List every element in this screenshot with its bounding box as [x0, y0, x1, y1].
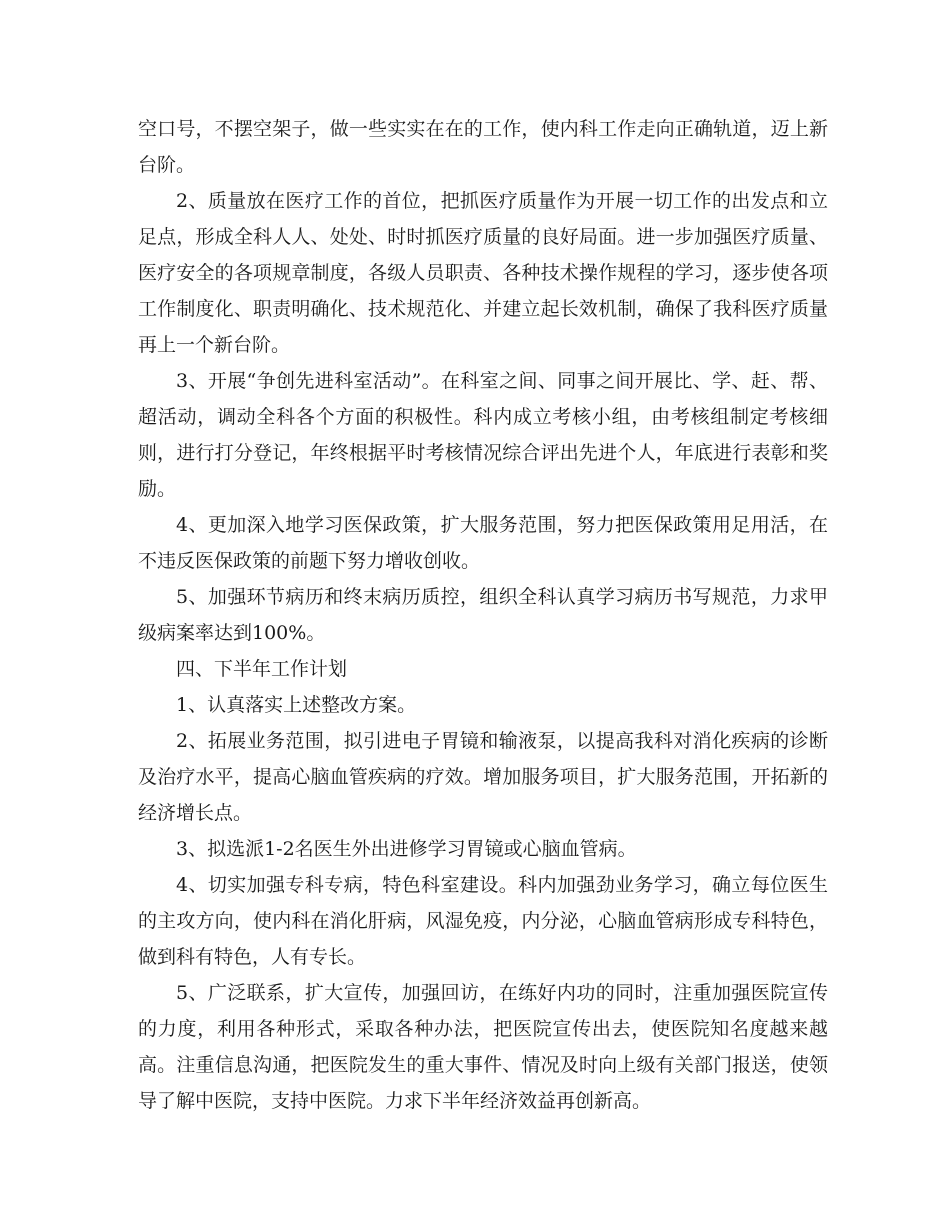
- paragraph-plan-4: 4、切实加强专科专病，特色科室建设。科内加强劲业务学习，确立每位医生的主攻方向，使内科在消化肝病，风湿免疫，内分泌，心脑血管病形成专科特色，做到科有特色，人有专长。: [138, 874, 828, 968]
- paragraph-continuation: 空口号，不摆空架子，做一些实实在在的工作，使内科工作走向正确轨道，迈上新台阶。: [138, 118, 828, 176]
- paragraph-plan-1: 1、认真落实上述整改方案。: [176, 694, 417, 716]
- paragraph-medical-insurance: 4、更加深入地学习医保政策，扩大服务范围，努力把医保政策用足用活，在不违反医保政策的前题下努力增收创收。: [138, 514, 828, 572]
- paragraph-advanced-department: 3、开展“争创先进科室活动”。在科室之间、同事之间开展比、学、赶、帮、超活动，调动全科各个方面的积极性。科内成立考核小组，由考核组制定考核细则，进行打分登记，年终根据平时考核情况综合评出先进个人，年底进行表彰和奖励。: [138, 370, 828, 500]
- paragraph-plan-3: 3、拟选派1-2名医生外出进修学习胃镜或心脑血管病。: [176, 838, 637, 860]
- paragraph-plan-5: 5、广泛联系，扩大宣传，加强回访，在练好内功的同时，注重加强医院宣传的力度，利用各种形式，采取各种办法，把医院宣传出去，使医院知名度越来越高。注重信息沟通，把医院发生的重大事件、情况及时向上级有关部门报送，使领导了解中医院，支持中医院。力求下半年经济效益再创新高。: [138, 982, 828, 1112]
- paragraph-plan-2: 2、拓展业务范围，拟引进电子胃镜和输液泵，以提高我科对消化疾病的诊断及治疗水平，提高心脑血管疾病的疗效。增加服务项目，扩大服务范围，开拓新的经济增长点。: [138, 730, 828, 824]
- section-heading-second-half-plan: 四、下半年工作计划: [176, 658, 348, 680]
- document-body: [138, 111, 828, 1119]
- paragraph-quality-first: 2、质量放在医疗工作的首位，把抓医疗质量作为开展一切工作的出发点和立足点，形成全科人人、处处、时时抓医疗质量的良好局面。进一步加强医疗质量、医疗安全的各项规章制度，各级人员职责、各种技术操作规程的学习，逐步使各项工作制度化、职责明确化、技术规范化、并建立起长效机制，确保了我科医疗质量再上一个新台阶。: [138, 190, 828, 356]
- paragraph-medical-records: 5、加强环节病历和终末病历质控，组织全科认真学习病历书写规范，力求甲级病案率达到100%。: [138, 586, 828, 644]
